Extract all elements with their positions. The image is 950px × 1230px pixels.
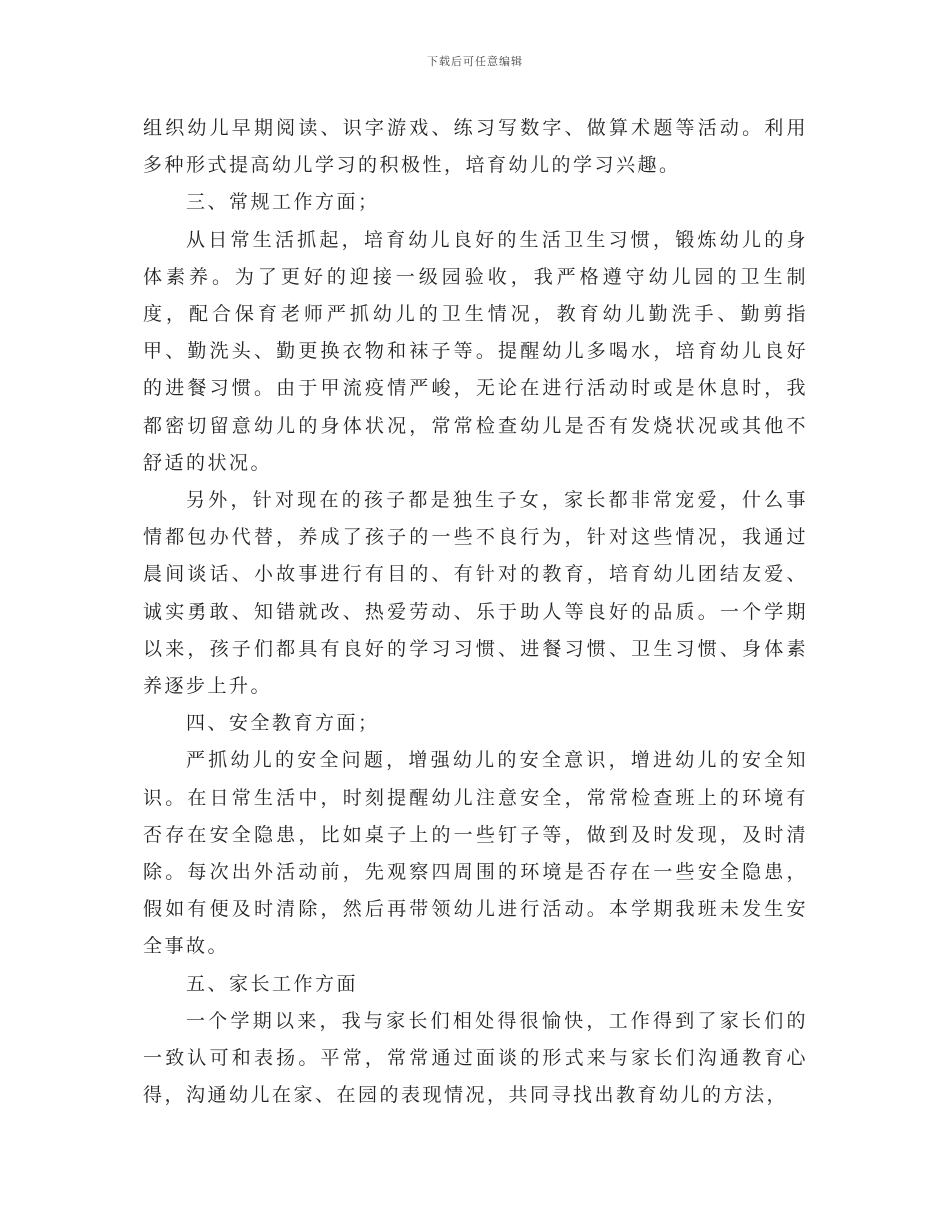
section-heading-parent-work: 五、家长工作方面 [186, 972, 359, 995]
paragraph-parent-communication: 一个学期以来，我与家长们相处得很愉快，工作得到了家长们的一致认可和表扬。平常，常常通过面谈的形式来与家长们沟通教育心得，沟通幼儿在家、在园的表现情况，共同寻找出教育幼儿的方法， [143, 1009, 808, 1107]
paragraph-behavior-education: 另外，针对现在的孩子都是独生子女，家长都非常宠爱，什么事情都包办代替，养成了孩子的一些不良行为，针对这些情况，我通过晨间谈话、小故事进行有目的、有针对的教育，培育幼儿团结友爱、诚实勇敢、知错就改、热爱劳动、乐于助人等良好的品质。一个学期以来，孩子们都具有良好的学习习惯、进餐习惯、卫生习惯、身体素养逐步上升。 [143, 489, 808, 698]
document-body [143, 110, 808, 1114]
paragraph-hygiene-habits: 从日常生活抓起，培育幼儿良好的生活卫生习惯，锻炼幼儿的身体素养。为了更好的迎接一级园验收，我严格遵守幼儿园的卫生制度，配合保育老师严抓幼儿的卫生情况，教育幼儿勤洗手、勤剪指甲、勤洗头、勤更换衣物和袜子等。提醒幼儿多喝水，培育幼儿良好的进餐习惯。由于甲流疫情严峻，无论在进行活动时或是休息时，我都密切留意幼儿的身体状况，常常检查幼儿是否有发烧状况或其他不舒适的状况。 [143, 228, 808, 474]
page-header: 下载后可任意编辑 [427, 55, 523, 68]
section-heading-routine-work: 三、常规工作方面； [186, 191, 380, 214]
paragraph-safety-measures: 严抓幼儿的安全问题，增强幼儿的安全意识，增进幼儿的安全知识。在日常生活中，时刻提醒幼儿注意安全，常常检查班上的环境有否存在安全隐患，比如桌子上的一些钉子等，做到及时发现，及时清除。每次出外活动前，先观察四周围的环境是否存在一些安全隐患，假如有便及时清除，然后再带领幼儿进行活动。本学期我班未发生安全事故。 [143, 749, 808, 958]
section-heading-safety-education: 四、安全教育方面； [186, 712, 380, 735]
paragraph-continuation: 组织幼儿早期阅读、识字游戏、练习写数字、做算术题等活动。利用多种形式提高幼儿学习的积极性，培育幼儿的学习兴趣。 [143, 117, 808, 177]
